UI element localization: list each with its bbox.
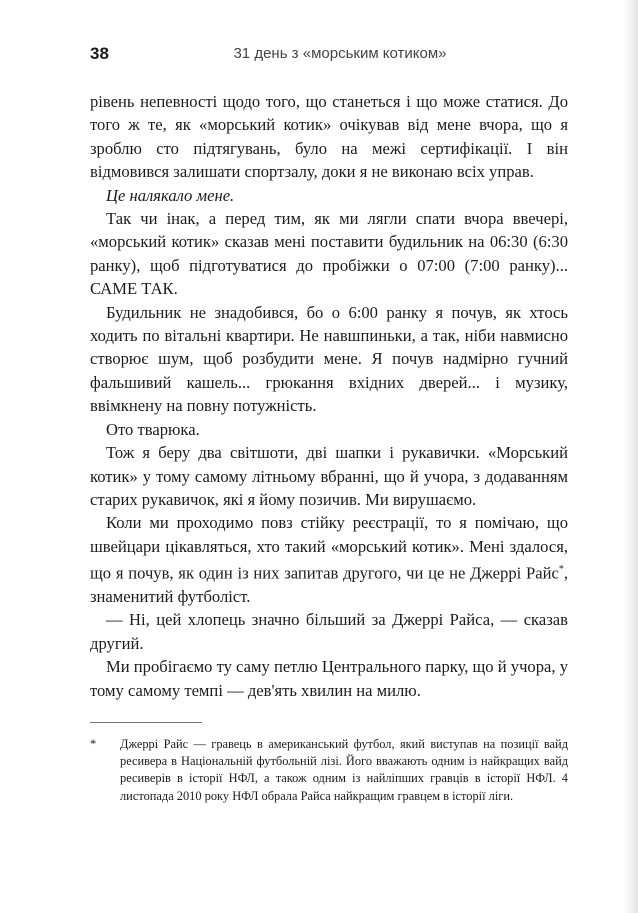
page-edge-shadow	[624, 0, 638, 913]
footnote-reference[interactable]: *	[558, 564, 564, 576]
paragraph: рівень непевності щодо того, що станеться і що може статися. До того ж те, як «морський котик» очікував від мене вчора, що я зроблю сто підтягувань, було на межі сертифікації. І він відмовився залишати спортзалу, доки я не виконаю всіх управ.	[90, 92, 568, 182]
paragraph-with-footnote-ref	[90, 511, 568, 608]
running-title: 31 день з «морським котиком»	[233, 45, 447, 62]
paragraph: Ми пробігаємо ту саму петлю Центрального парку, що й учора, у тому самому темпі — дев'ять хвилин на милю.	[90, 657, 568, 700]
paragraph-dialogue: — Ні, цей хлопець значно більший за Джеррі Райса, — сказав другий.	[90, 610, 568, 653]
paragraph: Тож я беру два світшоти, дві шапки і рукавички. «Морський котик» у тому самому літньому вбранні, що й учора, з додаванням старих рукавичок, які я йому позичив. Ми вирушаємо.	[90, 443, 568, 509]
paragraph: Так чи інак, а перед тим, як ми лягли спати вчора ввечері, «морський котик» сказав мені поставити будильник на 06:30 (6:30 ранку), щоб підготуватися до пробіжки о 07:00 (7:00 ранку)... САМЕ ТАК.	[90, 209, 568, 299]
footnote-text: Джеррі Райс — гравець в американський футбол, який виступав на позиції вайд ресивера в Національній футбольній лізі. Його вважають одним із найкращих вайд ресиверів в історії НФЛ, а також одним із найліпших гравців в історії НФЛ. 4 листопада 2010 року НФЛ обрала Райса найкращим гравцем в історії ліги.	[120, 737, 568, 803]
body-text	[90, 90, 568, 702]
paragraph-text-tail: , знаменитий футболіст.	[90, 563, 568, 607]
page-header	[90, 44, 560, 68]
paragraph: Будильник не знадобився, бо о 6:00 ранку я почув, як хтось ходить по вітальні квартири. Не навшпиньки, а так, ніби навмисно створює шум, щоб розбудити мене. Я почув надмірно гучний фальшивий кашель... грюкання вхідних дверей... і музику, ввімкнену на повну потужність.	[90, 302, 568, 416]
paragraph-italic: Це налякало мене.	[106, 185, 235, 205]
paragraph-text: Коли ми проходимо повз стійку реєстрації, то я помічаю, що швейцари цікавляться, хто такий «морський котик». Мені здалося, що я почув, як один із них запитав другого, чи це не Джеррі Райс	[90, 513, 568, 583]
page-number: 38	[90, 44, 109, 63]
footnote-marker: *	[90, 737, 97, 751]
footnote-divider	[90, 722, 202, 723]
footnote	[90, 736, 568, 805]
paragraph: Ото тварюка.	[106, 419, 200, 439]
